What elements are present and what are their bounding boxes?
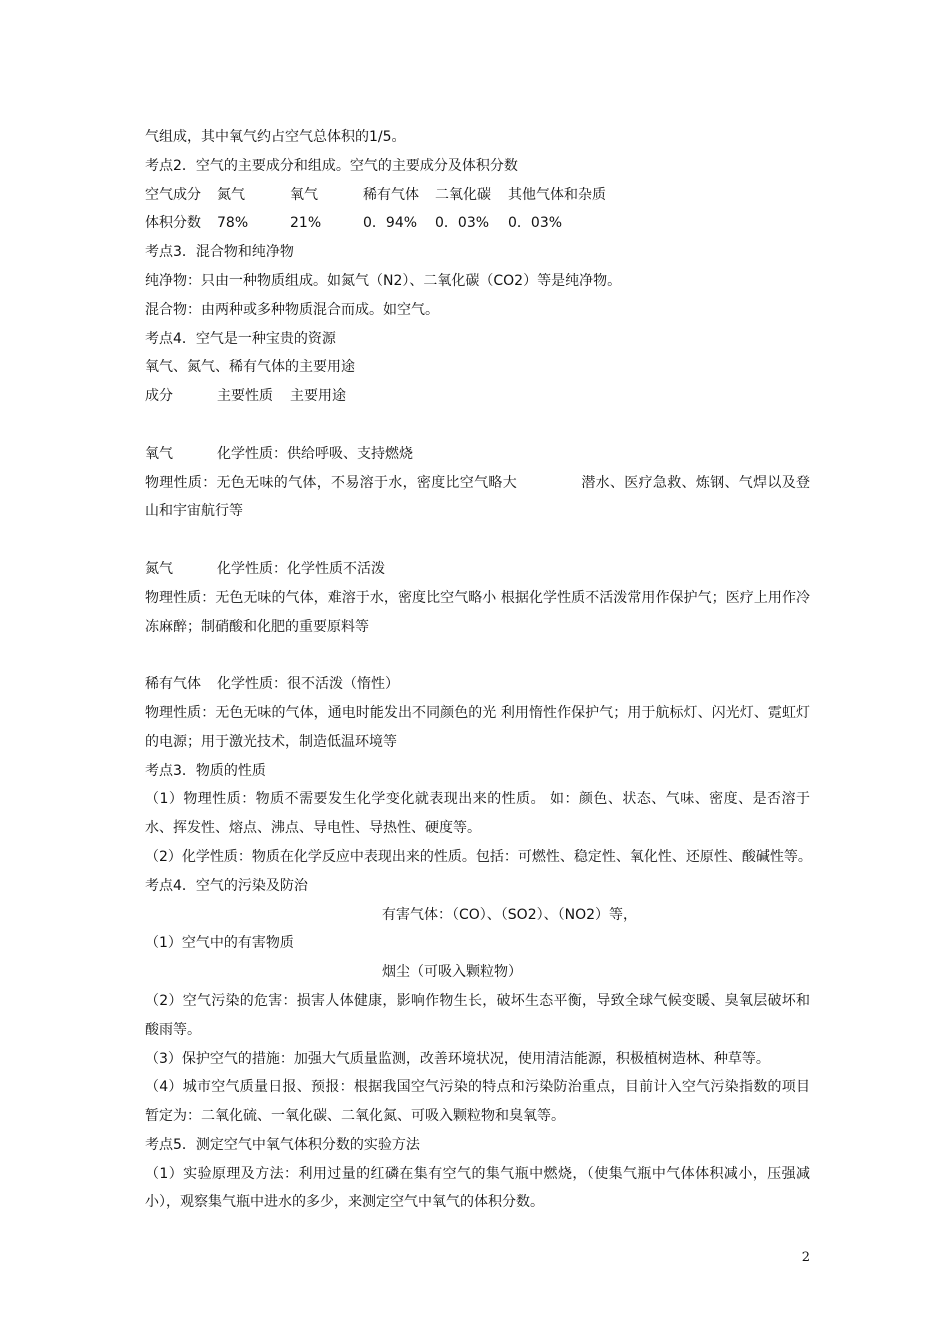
blank-line — [145, 641, 810, 670]
section-heading: 考点3．混合物和纯净物 — [145, 244, 294, 261]
text-line: （1）空气中的有害物质 — [145, 935, 294, 952]
page-content — [145, 123, 810, 1217]
nitrogen-physical-property: 物理性质：无色无味的气体，难溶于水，密度比空气略小 根据化学性质不活泼常用作保护气；医疗上用作冷冻麻醉；制硝酸和化肥的重要原料等 — [145, 589, 810, 635]
chemical-property: 化学性质：化学性质不活泼 — [217, 560, 385, 577]
table-header-cell: 二氧化碳 — [435, 186, 491, 203]
table-cell: 体积分数 — [145, 215, 201, 232]
gas-name: 氧气 — [145, 445, 173, 462]
rare-gas-row — [145, 670, 810, 699]
table-cell: 0．03% — [508, 215, 563, 232]
text-line: （3）保护空气的措施：加强大气质量监测，改善环境状况，使用清洁能源，积极植树造林、种草等。 — [145, 1050, 770, 1067]
section-heading: 考点5．测定空气中氧气体积分数的实验方法 — [145, 1136, 420, 1153]
table-header-cell: 主要性质 — [217, 388, 273, 405]
section-heading: 考点4．空气是一种宝贵的资源 — [145, 330, 336, 347]
oxygen-physical-property — [145, 469, 810, 527]
table-cell: 0．03% — [435, 215, 490, 232]
physical-property-text: 物理性质：无色无味的气体，不易溶于水，密度比空气略大 — [145, 474, 518, 491]
table-cell: 21% — [290, 215, 322, 232]
text-line: 混合物：由两种或多种物质混合而成。如空气。 — [145, 301, 439, 318]
gas-name: 稀有气体 — [145, 676, 201, 693]
table-header-cell: 氧气 — [290, 186, 318, 203]
text-line: （2）化学性质：物质在化学反应中表现出来的性质。包括：可燃性、稳定性、氧化性、还原性、酸碱性等。 — [145, 848, 812, 865]
table-header-cell: 空气成分 — [145, 186, 201, 203]
table-header-cell: 氮气 — [217, 186, 245, 203]
page-number: 2 — [801, 1250, 810, 1265]
rare-gas-physical-property: 物理性质：无色无味的气体，通电时能发出不同颜色的光 利用惰性作保护气；用于航标灯、闪光灯、霓虹灯的电源；用于激光技术，制造低温环境等 — [145, 704, 810, 750]
table-cell: 78% — [217, 215, 249, 232]
table-header-cell: 其他气体和杂质 — [508, 186, 606, 203]
table-header-cell: 主要用途 — [290, 388, 346, 405]
table-cell: 0．94% — [363, 215, 418, 232]
section-heading: 考点4．空气的污染及防治 — [145, 877, 308, 894]
composition-table-row — [145, 209, 810, 238]
harmful-gases-line: 有害气体：（CO）、（SO2）、（NO2）等， — [382, 906, 638, 923]
text-line: 气组成，其中氧气约占空气总体积的1/5。 — [145, 129, 406, 145]
blank-line — [145, 411, 810, 440]
chemical-property: 化学性质：供给呼吸、支持燃烧 — [217, 445, 413, 462]
chemical-property: 化学性质：很不活泼（惰性） — [217, 676, 399, 693]
uses-text: 潜水、医疗急救、炼钢、气焊以及登山和宇宙航行等 — [145, 474, 810, 520]
section-heading: 考点2．空气的主要成分和组成。空气的主要成分及体积分数 — [145, 157, 518, 174]
paragraph: （1）物理性质：物质不需要发生化学变化就表现出来的性质。 如：颜色、状态、气味、密度、是否溶于水、挥发性、熔点、沸点、导电性、导热性、硬度等。 — [145, 791, 810, 837]
oxygen-row — [145, 440, 810, 469]
composition-table-header — [145, 181, 810, 210]
paragraph: （1）实验原理及方法：利用过量的红磷在集有空气的集气瓶中燃烧，（使集气瓶中气体体积减小，压强减小），观察集气瓶中进水的多少，来测定空气中氧气的体积分数。 — [145, 1165, 810, 1211]
text-line: 氧气、氮气、稀有气体的主要用途 — [145, 359, 355, 376]
uses-table-header — [145, 382, 810, 411]
paragraph: （4）城市空气质量日报、预报：根据我国空气污染的特点和污染防治重点，目前计入空气污染指数的项目暂定为：二氧化硫、一氧化碳、二氧化氮、可吸入颗粒物和臭氧等。 — [145, 1079, 810, 1125]
gas-name: 氮气 — [145, 560, 173, 577]
dust-line: 烟尘（可吸入颗粒物） — [382, 964, 522, 981]
table-header-cell: 稀有气体 — [363, 186, 419, 203]
nitrogen-row — [145, 555, 810, 584]
text-line: 纯净物：只由一种物质组成。如氮气（N2）、二氧化碳（CO2）等是纯净物。 — [145, 272, 622, 289]
blank-line — [145, 526, 810, 555]
table-header-cell: 成分 — [145, 388, 173, 405]
section-heading: 考点3．物质的性质 — [145, 762, 266, 779]
paragraph: （2）空气污染的危害：损害人体健康，影响作物生长，破坏生态平衡，导致全球气候变暖、臭氧层破坏和酸雨等。 — [145, 992, 810, 1038]
